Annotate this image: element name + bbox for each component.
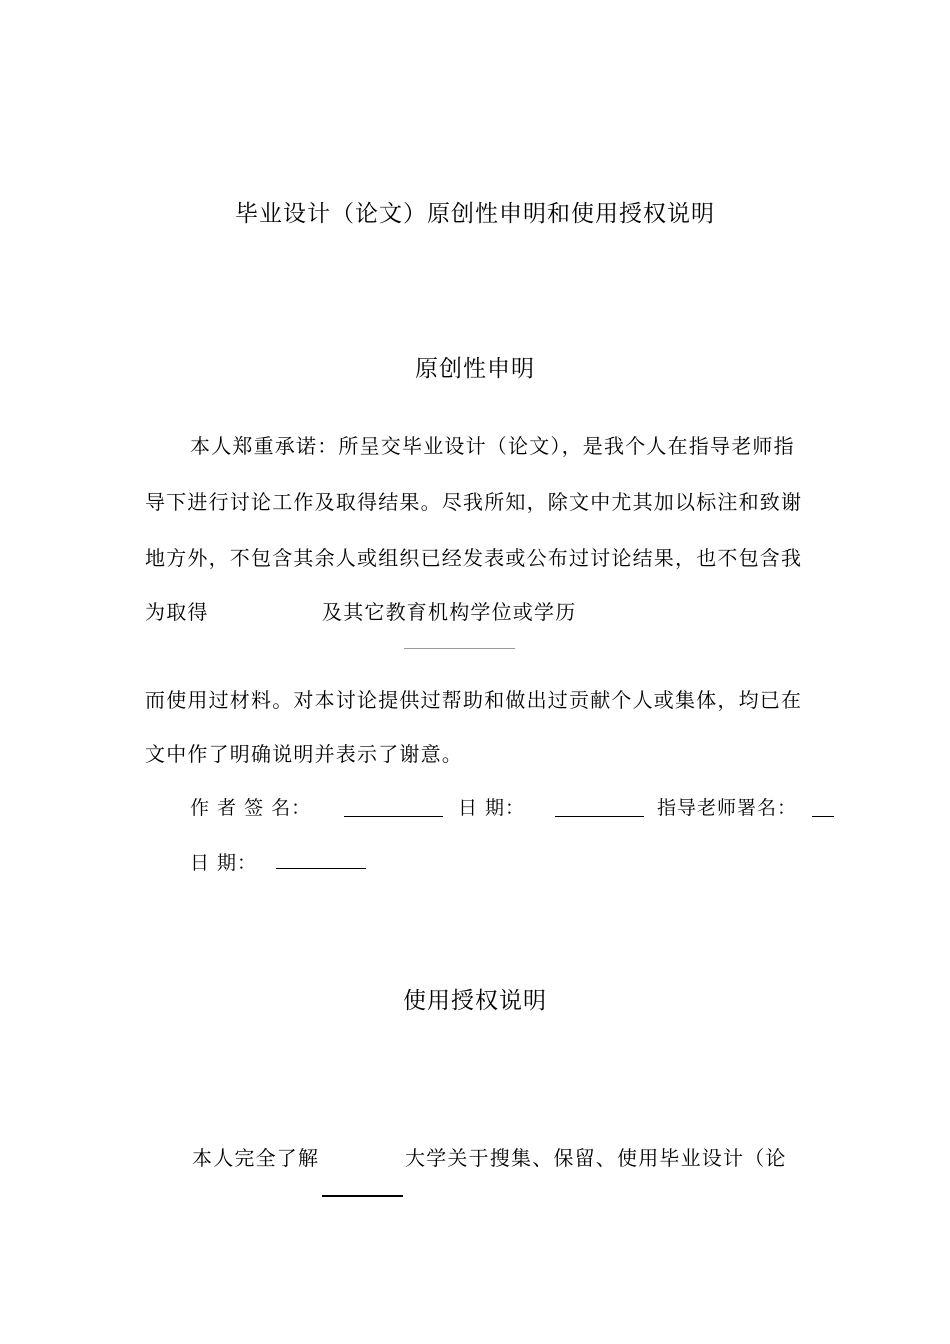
originality-line-3: 地方外，不包含其余人或组织已经发表或公布过讨论结果，也不包含我 xyxy=(145,546,803,570)
authorization-heading: 使用授权说明 xyxy=(403,988,547,1014)
institution-blank-line xyxy=(404,648,515,649)
author-signature-label: 作 者 签 名： xyxy=(190,797,312,819)
document-title: 毕业设计（论文）原创性申明和使用授权说明 xyxy=(235,201,715,227)
originality-line-2: 导下进行讨论工作及取得结果。尽我所知，除文中尤其加以标注和致谢 xyxy=(145,490,803,514)
originality-heading: 原创性申明 xyxy=(415,356,535,382)
signature-date-label: 日 期： xyxy=(458,797,526,819)
advisor-date-label: 日 期： xyxy=(190,852,258,874)
signature-date-blank[interactable] xyxy=(555,816,644,817)
originality-line-5: 而使用过材料。对本讨论提供过帮助和做出过贡献个人或集体，均已在 xyxy=(145,688,803,712)
advisor-signature-blank[interactable] xyxy=(812,816,834,817)
advisor-date-blank[interactable] xyxy=(276,868,366,869)
originality-line-4-right: 及其它教育机构学位或学历 xyxy=(322,600,577,624)
authorization-line-1-left: 本人完全了解 xyxy=(192,1146,320,1170)
authorization-line-1-right: 大学关于搜集、保留、使用毕业设计（论 xyxy=(405,1146,787,1170)
originality-line-6: 文中作了明确说明并表示了谢意。 xyxy=(145,742,463,766)
advisor-signature-label: 指导老师署名： xyxy=(657,797,798,819)
university-blank-line[interactable] xyxy=(322,1195,403,1197)
author-signature-blank[interactable] xyxy=(344,816,443,817)
originality-line-1: 本人郑重承诺：所呈交毕业设计（论文），是我个人在指导老师指 xyxy=(190,434,795,458)
originality-line-4-left: 为取得 xyxy=(145,600,209,624)
